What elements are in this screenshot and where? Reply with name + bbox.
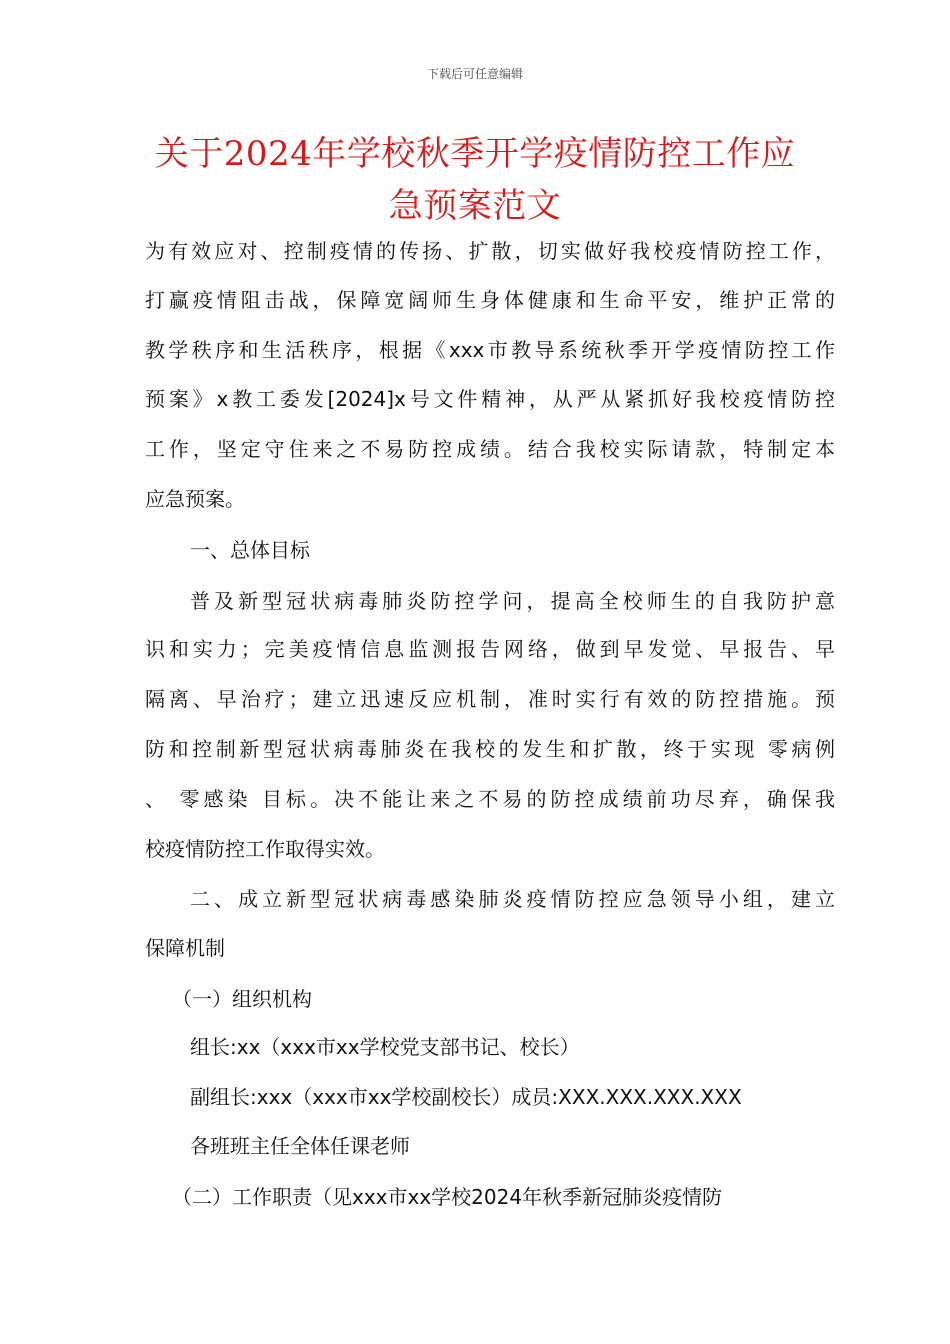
subsection-heading: （一）组织机构 (172, 987, 312, 1011)
section-heading-continued: 保障机制 (145, 936, 225, 960)
document-title-line-2: 急预案范文 (388, 186, 562, 226)
body-line: 、 零感染 目标。决不能让来之不易的防控成绩前功尽弃，确保我 (145, 787, 835, 811)
body-line: 隔离、早治疗；建立迅速反应机制，准时实行有效的防控措施。预 (145, 687, 835, 711)
body-line: 防和控制新型冠状病毒肺炎在我校的发生和扩散，终于实现 零病例 (145, 737, 835, 761)
document-title-line-1: 关于2024年学校秋季开学疫情防控工作应 (154, 134, 796, 174)
body-line: 普及新型冠状病毒肺炎防控学问，提高全校师生的自我防护意 (190, 589, 835, 613)
header-note: 下载后可任意编辑 (426, 67, 523, 81)
body-line: 打赢疫情阻击战，保障宽阔师生身体健康和生命平安，维护正常的 (145, 288, 835, 312)
body-line: 识和实力；完美疫情信息监测报告网络，做到早发觉、早报告、早 (145, 637, 835, 661)
body-line: 校疫情防控工作取得实效。 (145, 837, 385, 861)
subsection-heading: （二）工作职责（见xxx市xx学校2024年秋季新冠肺炎疫情防 (172, 1185, 723, 1209)
body-line: 应急预案。 (145, 487, 245, 511)
section-heading: 二、成立新型冠状病毒感染肺炎疫情防控应急领导小组，建立 (190, 887, 835, 911)
body-line: 为有效应对、控制疫情的传扬、扩散，切实做好我校疫情防控工作， (145, 239, 835, 263)
body-line: 各班班主任全体任课老师 (190, 1134, 410, 1158)
body-line: 副组长:xxx（xxx市xx学校副校长）成员:XXX.XXX.XXX.XXX (190, 1085, 742, 1109)
section-heading: 一、总体目标 (190, 538, 310, 562)
body-line: 组长:xx（xxx市xx学校党支部书记、校长） (190, 1035, 580, 1059)
body-line: 预案》x教工委发[2024]x号文件精神，从严从紧抓好我校疫情防控 (145, 387, 835, 411)
body-line: 教学秩序和生活秩序，根据《xxx市教导系统秋季开学疫情防控工作 (145, 338, 835, 362)
body-line: 工作，坚定守住来之不易防控成绩。结合我校实际请款，特制定本 (145, 437, 835, 461)
